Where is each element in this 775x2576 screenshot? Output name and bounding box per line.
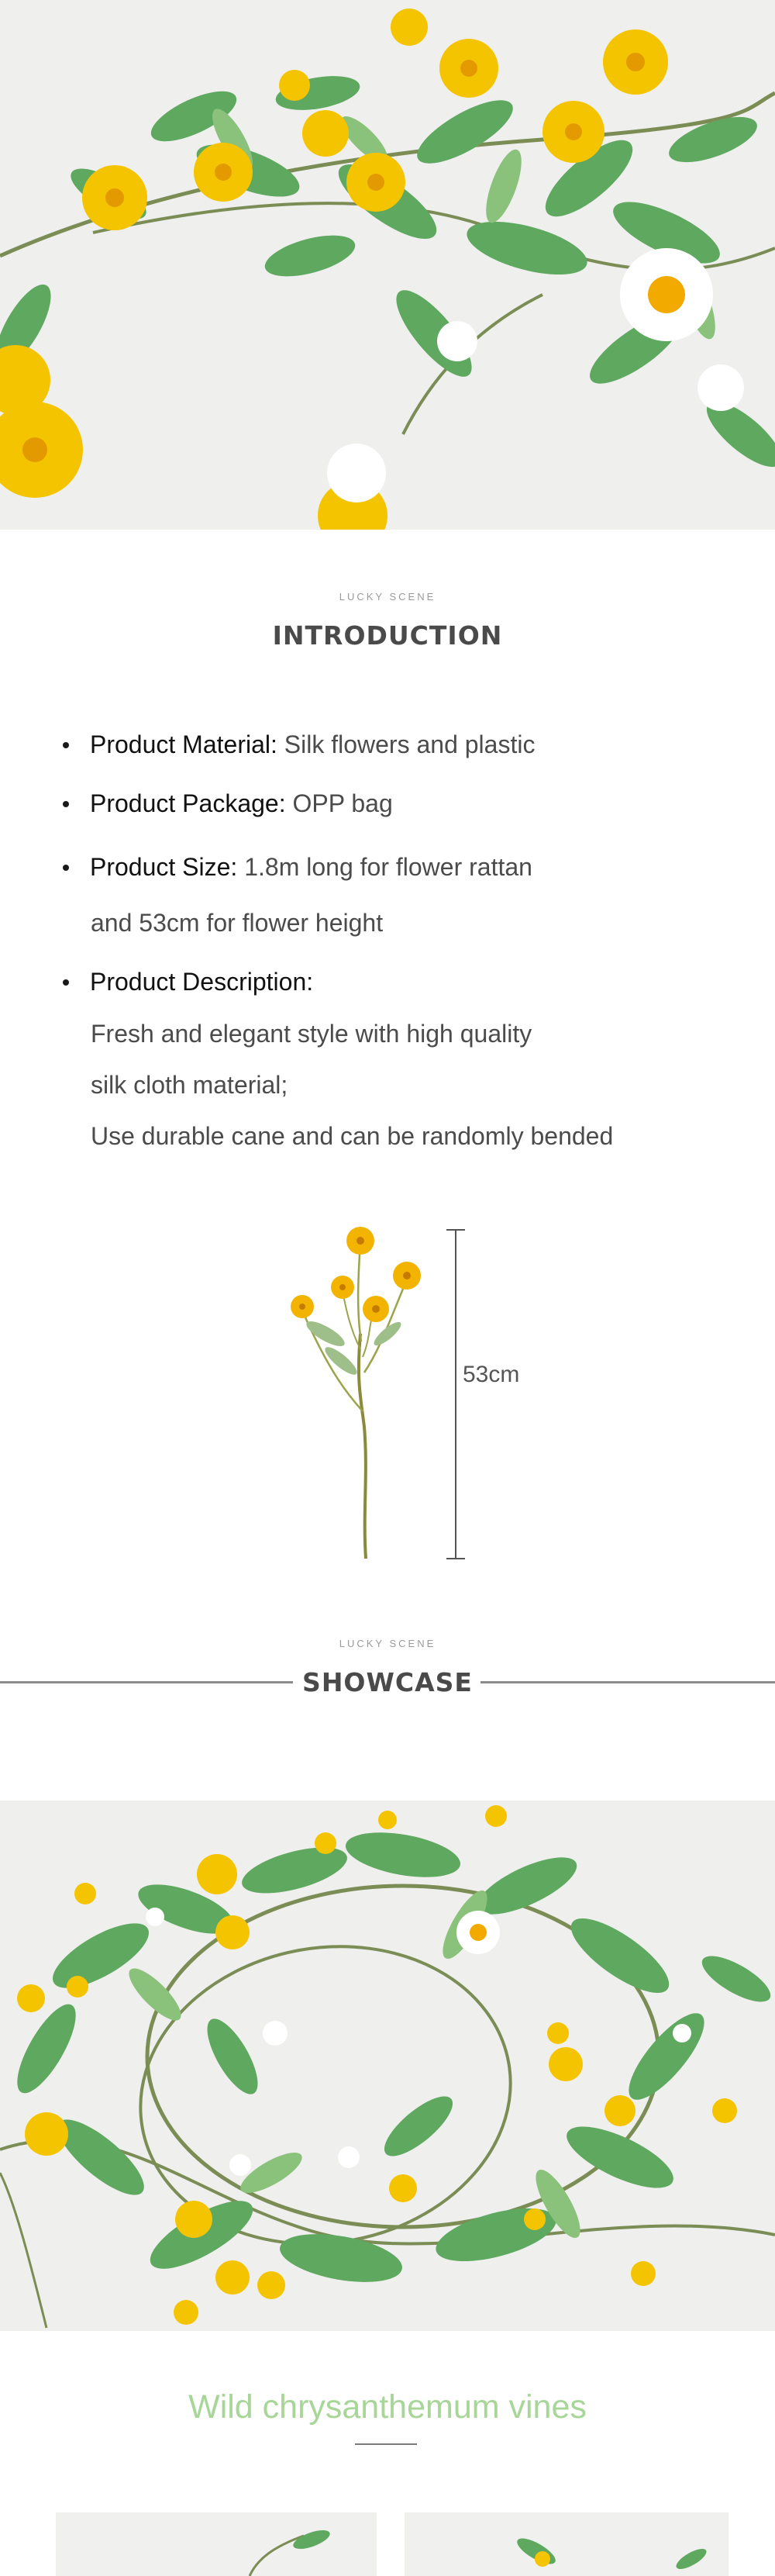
detail-photo-left — [56, 2512, 377, 2576]
showcase-photo — [0, 1801, 775, 2331]
spec-package — [65, 788, 393, 819]
product-caption: Wild chrysanthemum vines — [188, 2388, 587, 2426]
caption-underline — [355, 2443, 417, 2445]
spec-value: Silk flowers and plastic — [277, 730, 536, 758]
detail-photo-right — [405, 2512, 728, 2576]
height-label: 53cm — [463, 1362, 520, 1387]
showcase-title: SHOWCASE — [302, 1667, 473, 1697]
bullet-icon — [63, 742, 69, 748]
spec-size — [65, 851, 532, 882]
bullet-icon — [63, 801, 69, 807]
showcase-eyebrow: LUCKY SCENE — [339, 1638, 436, 1649]
spec-value: OPP bag — [285, 789, 393, 817]
spec-label: Product Size: — [90, 853, 238, 881]
bullet-icon — [63, 979, 69, 986]
spec-label: Product Material: — [90, 730, 277, 758]
stem-illustration — [271, 1217, 519, 1566]
spec-material — [65, 729, 535, 760]
spec-value: 1.8m long for flower rattan — [237, 853, 532, 881]
bullet-icon — [63, 865, 69, 871]
description-line: Fresh and elegant style with high quality — [91, 1020, 532, 1048]
description-line: silk cloth material; — [91, 1071, 288, 1099]
spec-label: Product Description: — [90, 968, 314, 996]
spec-description — [65, 966, 313, 997]
spec-label: Product Package: — [90, 789, 286, 817]
description-line: Use durable cane and can be randomly bended — [91, 1122, 614, 1150]
hero-photo — [0, 0, 775, 530]
spec-size-continuation: and 53cm for flower height — [91, 909, 384, 937]
intro-eyebrow: LUCKY SCENE — [339, 591, 436, 603]
intro-title: INTRODUCTION — [272, 620, 503, 651]
